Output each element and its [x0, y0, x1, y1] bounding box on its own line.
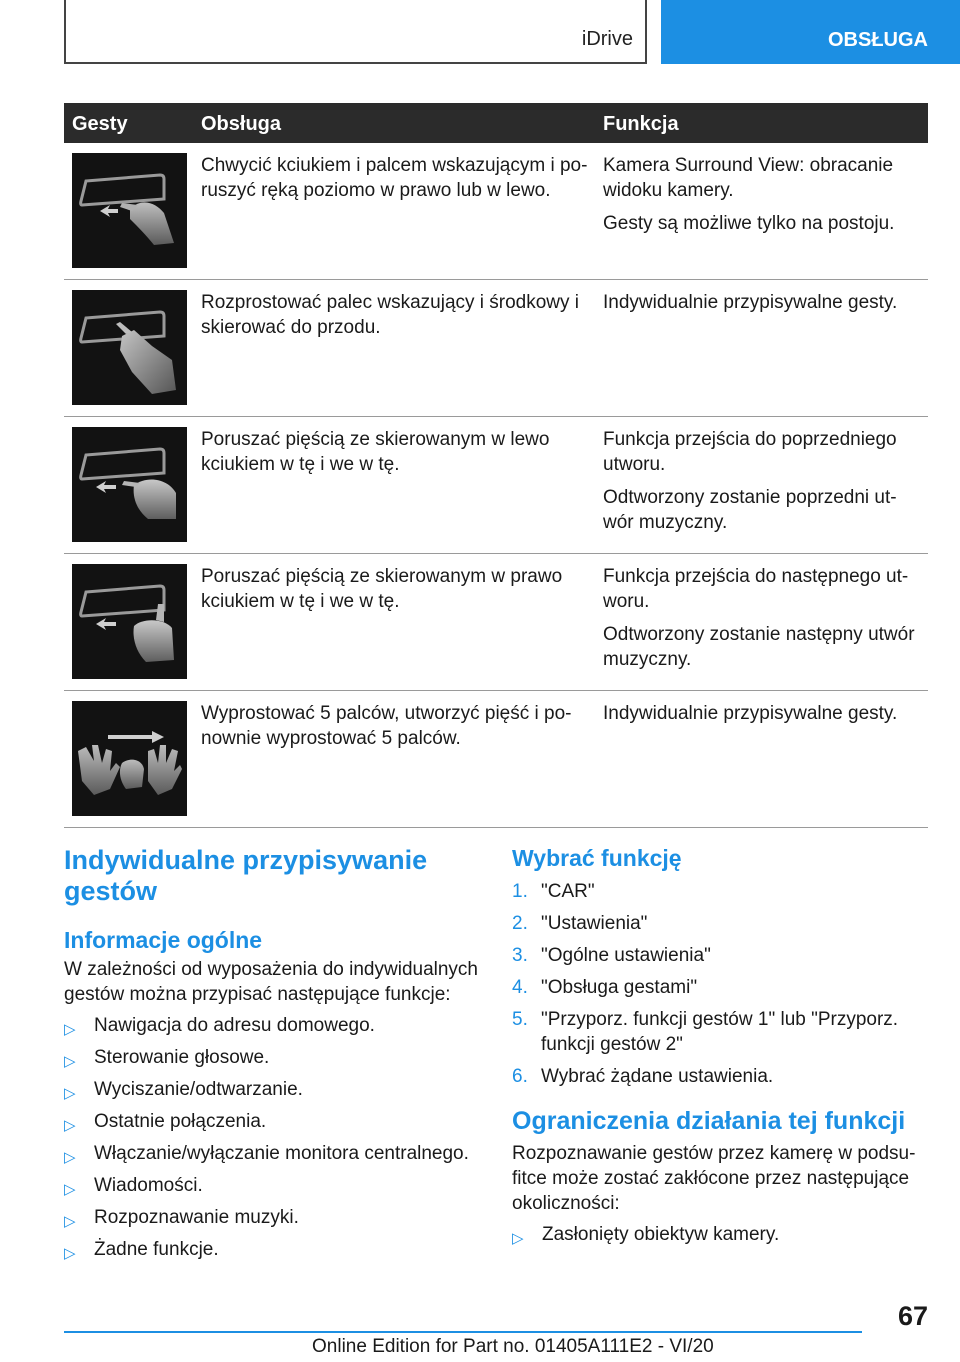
gesture-action-text: Poruszać pięścią ze skierowanym w prawo kciukiem w tę i we w tę. — [201, 566, 563, 612]
list-item: 6. Wybrać żądane ustawienia. — [512, 1066, 774, 1087]
function-note: Odtworzony zostanie następny utwór muzyczny. — [603, 624, 915, 670]
bullet-triangle-icon: ▷ — [64, 1181, 76, 1198]
gesture-action-text: Chwycić kciukiem i palcem wskazującym i po-ruszyć ręką poziomo w prawo lub w lewo. — [201, 155, 588, 201]
bullet-triangle-icon: ▷ — [64, 1085, 76, 1102]
list-item: ▷ Żadne funkcje. — [64, 1237, 484, 1262]
function-list — [64, 1013, 484, 1262]
step-number: 1. — [512, 881, 528, 902]
column-header-gestures: Gesty — [72, 113, 128, 135]
header-section-tab — [661, 0, 960, 64]
gesture-rotate-icon — [72, 153, 187, 268]
column-header-function: Funkcja — [603, 113, 679, 135]
table-row — [64, 691, 928, 828]
footer-divider — [64, 1331, 862, 1333]
gesture-action-text: Rozprostować palec wskazujący i środkowy i skierować do przodu. — [201, 292, 580, 338]
function-text: Indywidualnie przypisywalne gesty. — [603, 292, 898, 313]
step-number: 4. — [512, 977, 528, 998]
list-item: 3. "Ogólne ustawienia" — [512, 945, 711, 966]
list-item: ▷ Nawigacja do adresu domowego. — [64, 1013, 484, 1038]
intro-paragraph: Rozpoznawanie gestów przez kamerę w podsu-fitce może zostać zakłócone przez następujące okoliczności: — [512, 1143, 916, 1214]
list-item: 5. "Przyporz. funkcji gestów 1" lub "Przyporz. funkcji gestów 2" — [512, 1009, 899, 1055]
subsection-title: Informacje ogólne — [64, 927, 263, 953]
page-number: 67 — [897, 1301, 928, 1331]
step-number: 5. — [512, 1009, 528, 1030]
section-title: Ograniczenia działania tej funkcji — [512, 1107, 906, 1135]
function-text: Kamera Surround View: obracanie widoku kamery. — [603, 155, 894, 201]
function-text: Indywidualnie przypisywalne gesty. — [603, 703, 898, 724]
gesture-five-fingers-icon — [72, 701, 187, 816]
bullet-triangle-icon: ▷ — [64, 1021, 76, 1038]
list-item: 2. "Ustawienia" — [512, 913, 648, 934]
step-number: 2. — [512, 913, 528, 934]
function-text: Funkcja przejścia do poprzedniego utworu. — [603, 429, 897, 475]
gesture-function-cell — [603, 153, 925, 244]
gesture-thumb-left-icon — [72, 427, 187, 542]
function-note: Gesty są możliwe tylko na postoju. — [603, 213, 895, 234]
list-item: ▷ Ostatnie połączenia. — [64, 1109, 484, 1134]
table-row — [64, 143, 928, 280]
right-column — [512, 845, 932, 1254]
step-number: 3. — [512, 945, 528, 966]
gesture-function-cell — [603, 564, 925, 680]
header-chapter-box — [64, 0, 647, 64]
list-item: ▷ Wyciszanie/odtwarzanie. — [64, 1077, 484, 1102]
gesture-table — [64, 103, 928, 828]
step-number: 6. — [512, 1066, 528, 1087]
function-note: Odtworzony zostanie poprzedni ut-wór muzyczny. — [603, 487, 897, 533]
steps-list — [512, 879, 932, 1089]
header-chapter-label: iDrive — [581, 28, 633, 50]
list-item: ▷ Wiadomości. — [64, 1173, 484, 1198]
gesture-thumb-right-icon — [72, 564, 187, 679]
table-row — [64, 280, 928, 417]
bullet-triangle-icon: ▷ — [64, 1053, 76, 1070]
gesture-function-cell — [603, 290, 925, 323]
function-text: Funkcja przejścia do następnego ut-woru. — [603, 566, 909, 612]
column-header-operation: Obsługa — [201, 113, 282, 135]
list-item: 4. "Obsługa gestami" — [512, 977, 698, 998]
bullet-triangle-icon: ▷ — [64, 1245, 76, 1262]
edition-text: Online Edition for Part no. 01405A111E2 - VI/20 — [312, 1336, 714, 1357]
gesture-action-text: Wyprostować 5 palców, utworzyć pięść i po-nownie wyprostować 5 palców. — [201, 703, 572, 749]
section-title: Indywidualne przypisywanie gestów — [64, 845, 428, 906]
table-header — [64, 103, 928, 143]
left-column — [64, 845, 484, 1269]
list-item: ▷ Włączanie/wyłączanie monitora centralnego. — [64, 1141, 484, 1166]
intro-paragraph: W zależności od wyposażenia do indywidualnych gestów można przypisać następujące funkcje: — [64, 959, 479, 1005]
table-row — [64, 554, 928, 691]
bullet-triangle-icon: ▷ — [512, 1230, 524, 1247]
bullet-triangle-icon: ▷ — [64, 1149, 76, 1166]
list-item: ▷ Sterowanie głosowe. — [64, 1045, 484, 1070]
header-section-label: OBSŁUGA — [828, 29, 928, 51]
gesture-action-text: Poruszać pięścią ze skierowanym w lewo kciukiem w tę i we w tę. — [201, 429, 550, 475]
table-row — [64, 417, 928, 554]
list-item: ▷ Rozpoznawanie muzyki. — [64, 1205, 484, 1230]
gesture-function-cell — [603, 701, 925, 734]
gesture-two-fingers-icon — [72, 290, 187, 405]
list-item: 1. "CAR" — [512, 881, 595, 902]
bullet-triangle-icon: ▷ — [64, 1117, 76, 1134]
bullet-triangle-icon: ▷ — [64, 1213, 76, 1230]
list-item: ▷ Zasłonięty obiektyw kamery. — [512, 1222, 932, 1247]
section-title: Wybrać funkcję — [512, 845, 682, 871]
limitation-list — [512, 1222, 932, 1247]
gesture-function-cell — [603, 427, 925, 543]
